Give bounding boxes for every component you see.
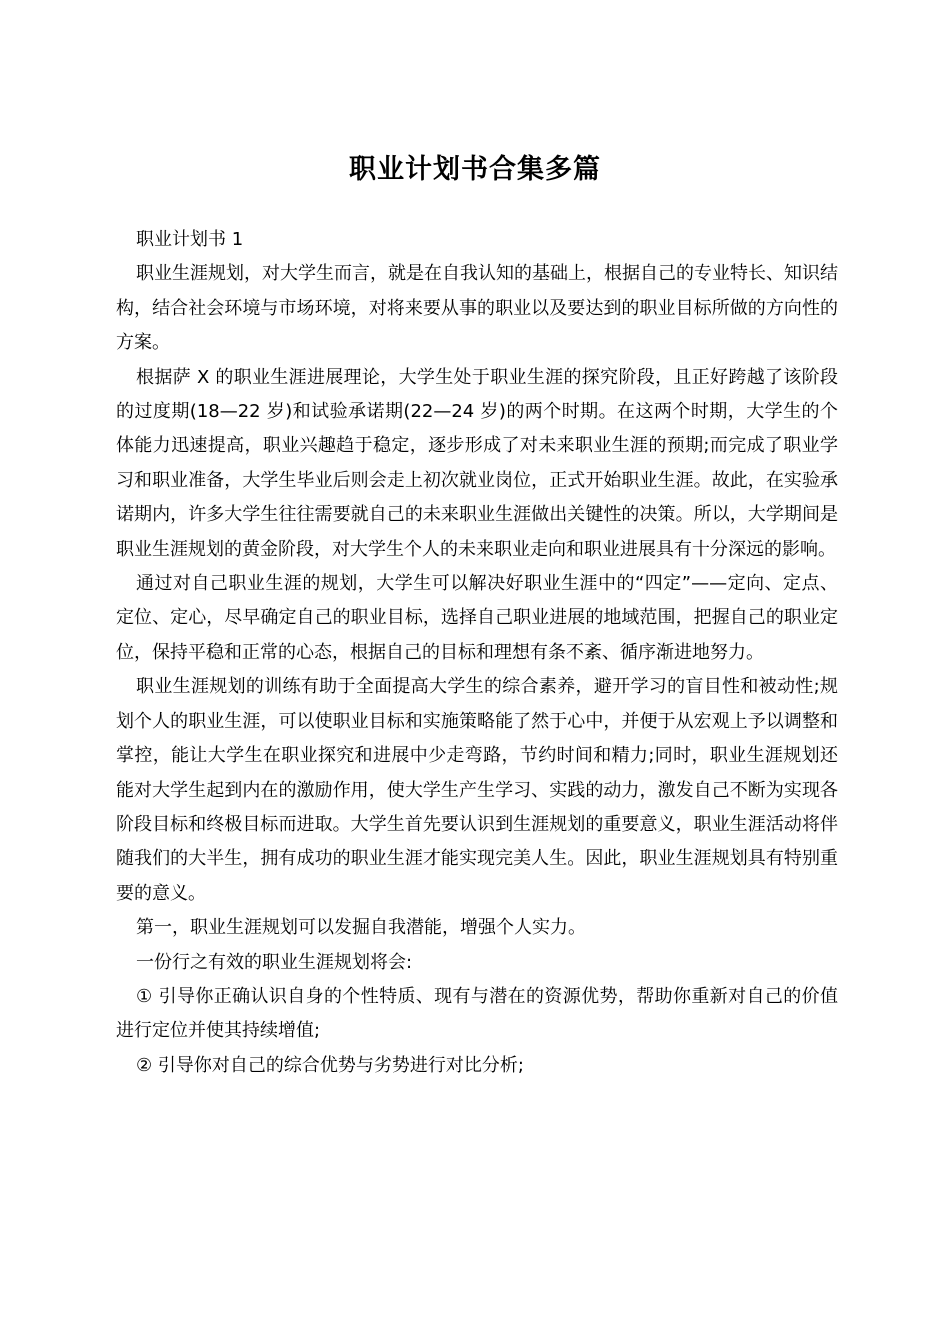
document-title: 职业计划书合集多篇 <box>349 154 601 186</box>
paragraph: 一份行之有效的职业生涯规划将会: <box>136 951 413 973</box>
section-heading: 职业计划书 1 <box>136 229 244 250</box>
paragraph: 第一，职业生涯规划可以发掘自我潜能，增强个人实力。 <box>136 917 586 939</box>
paragraph: 根据萨 X 的职业生涯进展理论，大学生处于职业生涯的探究阶段，且正好跨越了该阶段的过度期(18—22 岁)和试验承诺期(22—24 岁)的两个时期。在这两个时期，大学生的个体能力迅速提高，职业兴趣趋于稳定，逐步形成了对未来职业生涯的预期;而完成了职业学习和职业准备，大学生毕业后则会走上初次就业岗位，正式开始职业生涯。故此，在实验承诺期内，许多大学生往往需要就自己的未来职业生涯做出关键性的决策。所以，大学期间是职业生涯规划的黄金阶段，对大学生个人的未来职业走向和职业进展具有十分深远的影响。 <box>116 366 838 560</box>
paragraph: 通过对自己职业生涯的规划，大学生可以解决好职业生涯中的“四定”——定向、定点、定位、定心，尽早确定自己的职业目标，选择自己职业进展的地域范围，把握自己的职业定位，保持平稳和正常的心态，根据自己的目标和理想有条不紊、循序渐进地努力。 <box>116 573 838 663</box>
paragraph: 职业生涯规划，对大学生而言，就是在自我认知的基础上，根据自己的专业特长、知识结构，结合社会环境与市场环境，对将来要从事的职业以及要达到的职业目标所做的方向性的方案。 <box>116 263 838 354</box>
list-item: ② 引导你对自己的综合优势与劣势进行对比分析; <box>136 1054 524 1076</box>
paragraph: 职业生涯规划的训练有助于全面提高大学生的综合素养，避开学习的盲目性和被动性;规划个人的职业生涯，可以使职业目标和实施策略能了然于心中，并便于从宏观上予以调整和掌控，能让大学生在职业探究和进展中少走弯路，节约时间和精力;同时，职业生涯规划还能对大学生起到内在的激励作用，使大学生产生学习、实践的动力，激发自己不断为实现各阶段目标和终极目标而进取。大学生首先要认识到生涯规划的重要意义，职业生涯活动将伴随我们的大半生，拥有成功的职业生涯才能实现完美人生。因此，职业生涯规划具有特别重要的意义。 <box>116 676 838 904</box>
list-item: ① 引导你正确认识自身的个性特质、现有与潜在的资源优势，帮助你重新对自己的价值进行定位并使其持续增值; <box>116 985 838 1042</box>
document-body <box>116 223 838 1083</box>
